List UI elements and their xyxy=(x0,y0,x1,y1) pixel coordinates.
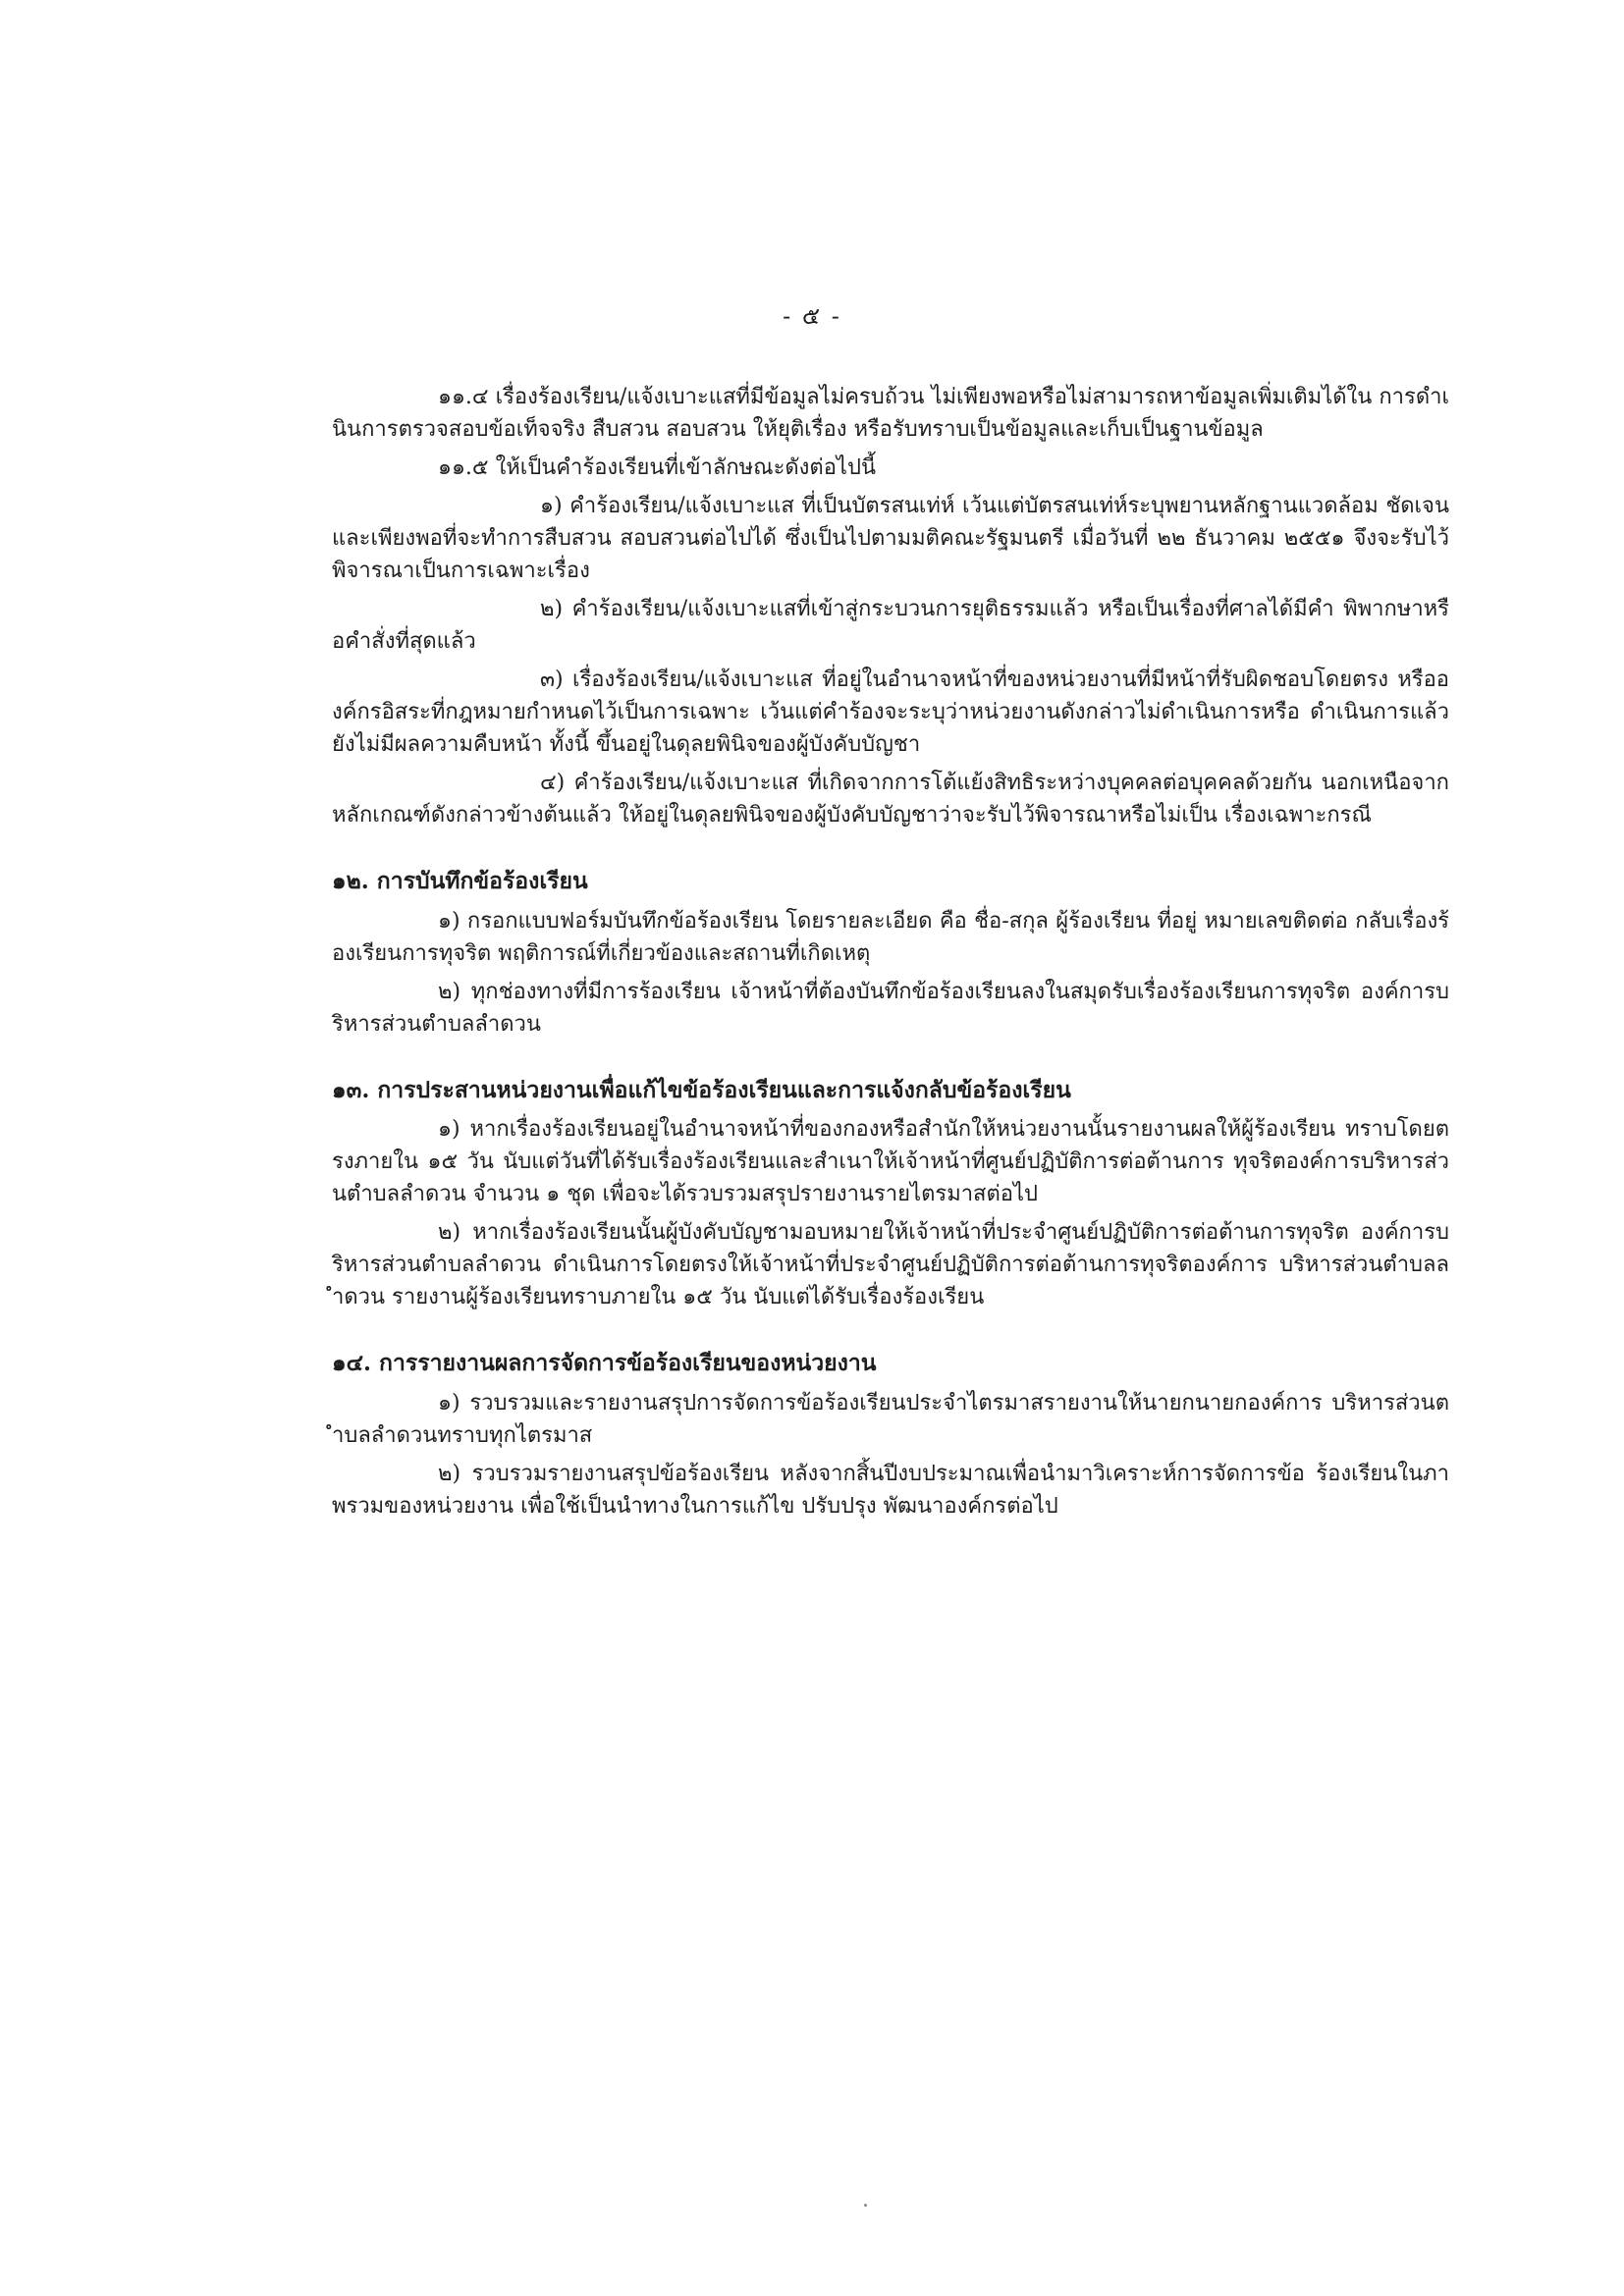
list-item: ๒) หากเรื่องร้องเรียนนั้นผู้บังคับบัญชามอบหมายให้เจ้าหน้าที่ประจำศูนย์ปฏิบัติการต่อต้านการทุจริต องค์การบริหารส่วนตำบลลำดวน ดำเนินการโดยตรงให้เจ้าหน้าที่ประจำศูนย์ปฏิบัติการต่อต้านการทุจริตองค์การ บริหารส่วนตำบลลำดวน รายงานผู้ร้องเรียนทราบภายใน ๑๕ วัน นับแต่ได้รับเรื่องร้องเรียน xyxy=(332,1220,1449,1309)
list-item: ๑) รวบรวมและรายงานสรุปการจัดการข้อร้องเรียนประจำไตรมาสรายงานให้นายกนายกองค์การ บริหารส่วนตำบลลำดวนทราบทุกไตรมาส xyxy=(332,1390,1449,1448)
document-body xyxy=(332,381,1449,1528)
section-14 xyxy=(332,1347,1449,1522)
list-item: ๒) รวบรวมรายงานสรุปข้อร้องเรียน หลังจากสิ้นปีงบประมาณเพื่อนำมาวิเคราะห์การจัดการข้อ ร้องเรียนในภาพรวมของหน่วยงาน เพื่อใช้เป็นนำทางในการแก้ไข ปรับปรุง พัฒนาองค์กรต่อไป xyxy=(332,1461,1449,1519)
section-heading: ๑๒. การบันทึกข้อร้องเรียน xyxy=(332,868,588,894)
section-13 xyxy=(332,1074,1449,1314)
list-item: ๑) กรอกแบบฟอร์มบันทึกข้อร้องเรียน โดยรายละเอียด คือ ชื่อ-สกุล ผู้ร้องเรียน ที่อยู่ หมายเลขติดต่อ กลับเรื่องร้องเรียนการทุจริต พฤติการณ์ที่เกี่ยวข้องและสถานที่เกิดเหตุ xyxy=(332,908,1449,966)
list-item-11-5-1: ๑) คำร้องเรียน/แจ้งเบาะแส ที่เป็นบัตรสนเท่ห์ เว้นแต่บัตรสนเท่ห์ระบุพยานหลักฐานแวดล้อม ชัดเจนและเพียงพอที่จะทำการสืบสวน สอบสวนต่อไปได้ ซึ่งเป็นไปตามมติคณะรัฐมนตรี เมื่อวันที่ ๒๒ ธันวาคม ๒๕๕๑ จึงจะรับไว้พิจารณาเป็นการเฉพาะเรื่อง xyxy=(332,494,1449,583)
paragraph-11-4: ๑๑.๔ เรื่องร้องเรียน/แจ้งเบาะแสที่มีข้อมูลไม่ครบถ้วน ไม่เพียงพอหรือไม่สามารถหาข้อมูลเพิ่มเติมได้ใน การดำเนินการตรวจสอบข้อเท็จจริง สืบสวน สอบสวน ให้ยุติเรื่อง หรือรับทราบเป็นข้อมูลและเก็บเป็นฐานข้อมูล xyxy=(332,385,1449,442)
scan-speck xyxy=(864,2204,867,2207)
list-item: ๑) หากเรื่องร้องเรียนอยู่ในอำนาจหน้าที่ของกองหรือสำนักให้หน่วยงานนั้นรายงานผลให้ผู้ร้องเรียน ทราบโดยตรงภายใน ๑๕ วัน นับแต่วันที่ได้รับเรื่องร้องเรียนและสำเนาให้เจ้าหน้าที่ศูนย์ปฏิบัติการต่อต้านการ ทุจริตองค์การบริหารส่วนตำบลลำดวน จำนวน ๑ ชุด เพื่อจะได้รวบรวมสรุปรายงานรายไตรมาสต่อไป xyxy=(332,1117,1449,1206)
section-heading: ๑๓. การประสานหน่วยงานเพื่อแก้ไขข้อร้องเรียนและการแจ้งกลับข้อร้องเรียน xyxy=(332,1076,1071,1103)
list-item: ๒) ทุกช่องทางที่มีการร้องเรียน เจ้าหน้าที่ต้องบันทึกข้อร้องเรียนลงในสมุดรับเรื่องร้องเรียนการทุจริต องค์การบริหารส่วนตำบลลำดวน xyxy=(332,979,1449,1037)
list-item-11-5-3: ๓) เรื่องร้องเรียน/แจ้งเบาะแส ที่อยู่ในอำนาจหน้าที่ของหน่วยงานที่มีหน้าที่รับผิดชอบโดยตรง หรือองค์กรอิสระที่กฎหมายกำหนดไว้เป็นการเฉพาะ เว้นแต่คำร้องจะระบุว่าหน่วยงานดังกล่าวไม่ดำเนินการหรือ ดำเนินการแล้วยังไม่มีผลความคืบหน้า ทั้งนี้ ขึ้นอยู่ในดุลยพินิจของผู้บังคับบัญชา xyxy=(332,667,1449,757)
list-item-11-5-4: ๔) คำร้องเรียน/แจ้งเบาะแส ที่เกิดจากการโต้แย้งสิทธิระหว่างบุคคลต่อบุคคลด้วยกัน นอกเหนือจากหลักเกณฑ์ดังกล่าวข้างต้นแล้ว ให้อยู่ในดุลยพินิจของผู้บังคับบัญชาว่าจะรับไว้พิจารณาหรือไม่เป็น เรื่องเฉพาะกรณี xyxy=(332,771,1449,828)
section-12 xyxy=(332,865,1449,1041)
list-item-11-5-2: ๒) คำร้องเรียน/แจ้งเบาะแสที่เข้าสู่กระบวนการยุติธรรมแล้ว หรือเป็นเรื่องที่ศาลได้มีคำ พิพากษาหรือคำสั่งที่สุดแล้ว xyxy=(332,597,1449,654)
section-heading: ๑๔. การรายงานผลการจัดการข้อร้องเรียนของหน่วยงาน xyxy=(332,1350,877,1376)
paragraph-11-5: ๑๑.๕ ให้เป็นคำร้องเรียนที่เข้าลักษณะดังต่อไปนี้ xyxy=(438,455,876,480)
page-number: - ๕ - xyxy=(783,302,841,330)
